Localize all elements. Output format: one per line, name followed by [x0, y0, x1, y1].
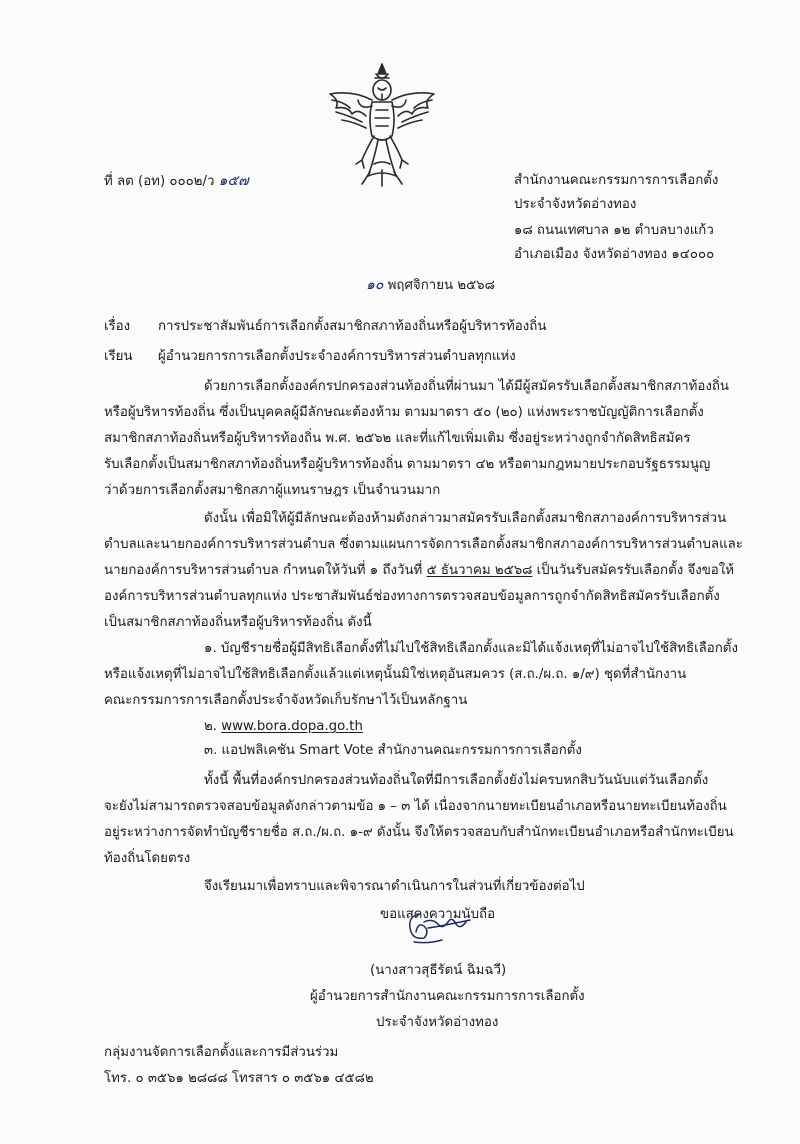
paragraph-line: ดังนั้น เพื่อมิให้ผู้มีลักษณะต้องห้ามดังกล่าวมาสมัครรับเลือกตั้งสมาชิกสภาองค์การบริหารส่วน [204, 511, 727, 526]
paragraph-line: ว่าด้วยการเลือกตั้งสมาชิกสภาผู้แทนราษฎร เป็นจำนวนมาก [104, 483, 441, 498]
paragraph-line: ท้องถิ่นโดยตรง [104, 851, 191, 866]
paragraph-line: ทั้งนี้ พื้นที่องค์กรปกครองส่วนท้องถิ่นใดที่มีการเลือกตั้งยังไม่ครบหกสิบวันนับแต่วันเลือกตั้ง [204, 773, 709, 788]
signer-name: (นางสาวสุธีรัตน์ ฉิมฉวี) [370, 963, 507, 978]
signer-position: ผู้อำนวยการสำนักงานคณะกรรมการการเลือกตั้ง [310, 989, 585, 1004]
paragraph-line: ตำบลและนายกองค์การบริหารส่วนตำบล ซึ่งตามแผนการจัดการเลือกตั้งสมาชิกสภาองค์การบริหารส่วนตำบลและ [104, 537, 743, 552]
complimentary-close: ขอแสดงความนับถือ [380, 907, 496, 922]
paragraph-text: นายกองค์การบริหารส่วนตำบล กำหนดให้วันที่ ๑ ถึงวันที่ [104, 563, 423, 578]
paragraph-line: หรือผู้บริหารท้องถิ่น ซึ่งเป็นบุคคลผู้มีลักษณะต้องห้าม ตามมาตรา ๕๐ (๒๐) แห่งพระราชบัญญัติการเลือกตั้ง [104, 405, 704, 420]
list-item-3: ๓. แอปพลิเคชัน Smart Vote สำนักงานคณะกรรมการการเลือกตั้ง [204, 743, 582, 758]
paragraph-line: สมาชิกสภาท้องถิ่นหรือผู้บริหารท้องถิ่น พ.ศ. ๒๕๖๒ และที่แก้ไขเพิ่มเติม ซึ่งอยู่ระหว่างถูกจำกัดสิทธิสมัคร [104, 431, 691, 446]
subject-text: การประชาสัมพันธ์การเลือกตั้งสมาชิกสภาท้องถิ่นหรือผู้บริหารท้องถิ่น [158, 319, 547, 334]
footer-department: กลุ่มงานจัดการเลือกตั้งและการมีส่วนร่วม [104, 1045, 339, 1060]
application-deadline: ๕ ธันวาคม ๒๕๖๘ [426, 563, 533, 578]
garuda-emblem-icon [322, 60, 442, 190]
recipient-text: ผู้อำนวยการการเลือกตั้งประจำองค์การบริหารส่วนตำบลทุกแห่ง [158, 349, 516, 364]
paragraph-line: เป็นสมาชิกสภาท้องถิ่นหรือผู้บริหารท้องถิ่น ดังนี้ [104, 615, 372, 630]
closing-paragraph: จึงเรียนมาเพื่อทราบและพิจารณาดำเนินการในส่วนที่เกี่ยวข้องต่อไป [204, 879, 585, 894]
letter-date [366, 276, 495, 295]
bora-website-link[interactable]: www.bora.dopa.go.th [221, 719, 363, 734]
subject-label: เรื่อง [104, 319, 131, 334]
date-day-handwritten: ๑๐ [366, 277, 384, 293]
date-month-year: พฤศจิกายน ๒๕๖๘ [387, 278, 495, 293]
reference-prefix: ที่ ลต (อท) ๐๐๐๒/ว [104, 174, 215, 189]
paragraph-line: อยู่ระหว่างการจัดทำบัญชีรายชื่อ ส.ถ./ผ.ถ. ๑-๙ ดังนั้น จึงให้ตรวจสอบกับสำนักทะเบียนอำเภอหรือสำนักทะเบียน [104, 825, 734, 840]
list-item-2 [204, 718, 363, 736]
handwritten-signature-icon [398, 902, 480, 946]
list-item-line: ๑. บัญชีรายชื่อผู้มีสิทธิเลือกตั้งที่ไม่ไปใช้สิทธิเลือกตั้งและมิได้แจ้งเหตุที่ไม่อาจไปใช้สิทธิเลือกตั้ง [204, 641, 738, 656]
footer-contact: โทร. ๐ ๓๕๖๑ ๒๘๘๘ โทรสาร ๐ ๓๕๖๑ ๔๕๘๒ [104, 1071, 374, 1086]
list-item-number: ๒. [204, 719, 217, 734]
paragraph-text: เป็นวันรับสมัครรับเลือกตั้ง จึงขอให้ [536, 563, 735, 578]
sender-address-line: สำนักงานคณะกรรมการการเลือกตั้ง [514, 173, 719, 188]
reference-handwritten-number: ๑๕๗ [218, 173, 249, 189]
reference-number [104, 172, 249, 191]
list-item-line: คณะกรรมการการเลือกตั้งประจำจังหวัดเก็บรักษาไว้เป็นหลักฐาน [104, 693, 468, 708]
paragraph-line: ด้วยการเลือกตั้งองค์กรปกครองส่วนท้องถิ่นที่ผ่านมา ได้มีผู้สมัครรับเลือกตั้งสมาชิกสภาท้องถิ่น [204, 379, 729, 394]
sender-address-line: อำเภอเมือง จังหวัดอ่างทอง ๑๔๐๐๐ [514, 247, 715, 262]
recipient-label: เรียน [104, 349, 133, 364]
signer-position: ประจำจังหวัดอ่างทอง [376, 1015, 499, 1030]
list-item-line: หรือแจ้งเหตุที่ไม่อาจไปใช้สิทธิเลือกตั้งแล้วแต่เหตุนั้นมิใช่เหตุอันสมควร (ส.ถ./ผ.ถ. ๑/๙) ชุดที่สำนักงาน [104, 667, 687, 682]
paragraph-line: รับเลือกตั้งเป็นสมาชิกสภาท้องถิ่นหรือผู้บริหารท้องถิ่น ตามมาตรา ๔๒ หรือตามกฎหมายประกอบรัฐธรรมนูญ [104, 457, 711, 472]
sender-address-line: ๑๘ ถนนเทศบาล ๑๒ ตำบลบางแก้ว [514, 223, 714, 238]
sender-address-line: ประจำจังหวัดอ่างทอง [514, 197, 637, 212]
paragraph-line: องค์การบริหารส่วนตำบลทุกแห่ง ประชาสัมพันธ์ช่องทางการตรวจสอบข้อมูลการถูกจำกัดสิทธิสมัครรับเลือกตั้ง [104, 589, 720, 604]
paragraph-line: จะยังไม่สามารถตรวจสอบข้อมูลดังกล่าวตามข้อ ๑ – ๓ ได้ เนื่องจากนายทะเบียนอำเภอหรือนายทะเบียนท้องถิ่น [104, 799, 727, 814]
paragraph-line-with-date [104, 562, 734, 580]
